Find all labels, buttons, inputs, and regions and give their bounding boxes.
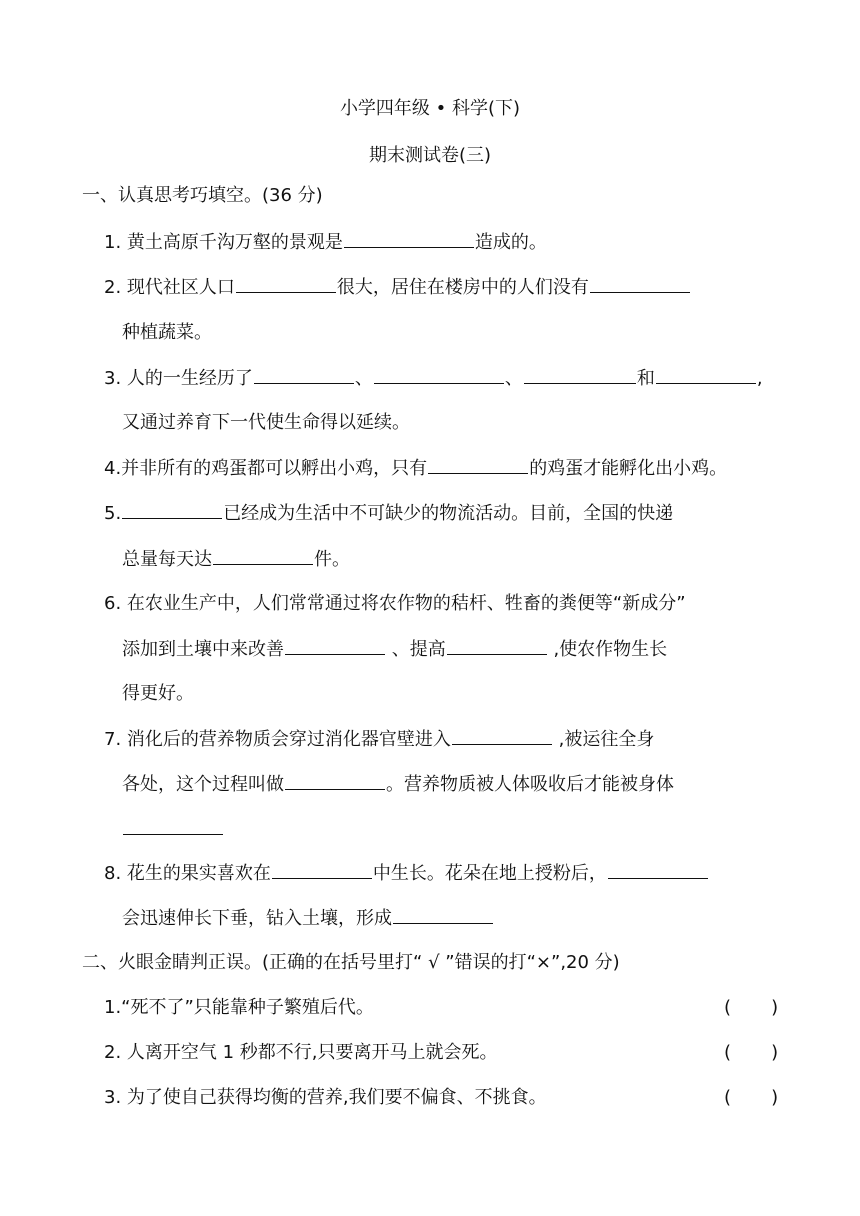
q7-blank-1[interactable] [452,726,552,745]
q5-blank-1[interactable] [122,500,222,519]
judge-item: 1.“死不了”只能靠种子繁殖后代。 [104,997,374,1018]
q3-sep-2: 、 [504,368,523,389]
q4-blank[interactable] [428,455,528,474]
q3-blank-3[interactable] [524,365,636,384]
q7-text-b: ,被运往全身 [552,729,655,750]
q1-text-a: 1. 黄土高原千沟万壑的景观是 [104,232,343,253]
judge-item: 3. 为了使自己获得均衡的营养,我们要不偏食、不挑食。 [104,1087,547,1108]
q7-blank-2[interactable] [285,771,385,790]
q6-text-b: 添加到土壤中来改善 [122,639,284,660]
q3-text-a: 3. 人的一生经历了 [104,368,253,389]
answer-paren-2[interactable]: ( ) [724,1042,779,1063]
q3-blank-2[interactable] [374,365,504,384]
section2-heading: 二、火眼金睛判正误。(正确的在括号里打“ √ ”错误的打“×”,20 分) [82,952,620,973]
exam-title: 小学四年级 • 科学(下) [339,98,521,119]
q8-blank-3[interactable] [393,905,493,924]
question-8 [104,860,709,887]
q8-text-c: 会迅速伸长下垂，钻入土壤，形成 [122,908,392,929]
q3-sep-4: , [756,368,763,389]
q3-sep-3: 和 [636,368,655,389]
q8-text-b: 中生长。花朵在地上授粉后， [372,863,607,884]
question-2-cont: 种植蔬菜。 [122,322,212,343]
q8-blank-2[interactable] [608,860,708,879]
q7-text-a: 7. 消化后的营养物质会穿过消化器官壁进入 [104,729,451,750]
question-5 [104,500,673,527]
q1-blank[interactable] [344,229,474,248]
q2-text-b: 很大，居住在楼房中的人们没有 [336,277,589,298]
question-3 [104,365,763,392]
q5-text-c: 总量每天达 [122,549,212,570]
q5-text-b: 已经成为生活中不可缺少的物流活动。目前，全国的快递 [223,503,674,524]
q4-text-b: 的鸡蛋才能孵化出小鸡。 [529,458,728,479]
question-7 [104,726,654,753]
question-7-cont [122,771,674,798]
question-6-cont [122,636,667,663]
q8-text-a: 8. 花生的果实喜欢在 [104,863,271,884]
q8-blank-1[interactable] [272,860,372,879]
answer-paren-3[interactable]: ( ) [724,1087,779,1108]
q6-text-c: 、提高 [386,639,446,660]
q3-blank-1[interactable] [254,365,354,384]
q3-blank-4[interactable] [656,365,756,384]
q1-text-b: 造成的。 [474,232,547,253]
question-5-cont [122,546,350,573]
q6-text-d: ,使农作物生长 [547,639,668,660]
q7-blank-3[interactable] [123,816,223,835]
q2-text-a: 2. 现代社区人口 [104,277,235,298]
q5-text-d: 件。 [314,549,350,570]
q6-blank-1[interactable] [285,636,385,655]
q4-text-a: 4.并非所有的鸡蛋都可以孵出小鸡，只有 [104,458,428,479]
section1-heading: 一、认真思考巧填空。(36 分) [82,185,323,206]
judge-item: 2. 人离开空气 1 秒都不行,只要离开马上就会死。 [104,1042,498,1063]
q6-blank-2[interactable] [447,636,547,655]
question-1 [104,229,547,256]
question-6-end: 得更好。 [122,683,194,704]
question-3-cont: 又通过养育下一代使生命得以延续。 [122,412,410,433]
q5-text-a: 5. [104,503,122,524]
q7-text-d: 。营养物质被人体吸收后才能被身体 [386,774,674,795]
question-8-cont [122,905,494,932]
q5-blank-2[interactable] [213,546,313,565]
q7-text-c: 各处，这个过程叫做 [122,774,284,795]
q3-sep-1: 、 [354,368,373,389]
q2-blank-1[interactable] [236,274,336,293]
answer-paren-1[interactable]: ( ) [724,997,779,1018]
question-6: 6. 在农业生产中，人们常常通过将农作物的秸杆、牲畜的粪便等“新成分” [104,593,686,614]
question-2 [104,274,691,301]
question-7-end [122,816,224,843]
exam-subtitle: 期末测试卷(三) [368,145,492,166]
question-4 [104,455,727,482]
q2-blank-2[interactable] [590,274,690,293]
